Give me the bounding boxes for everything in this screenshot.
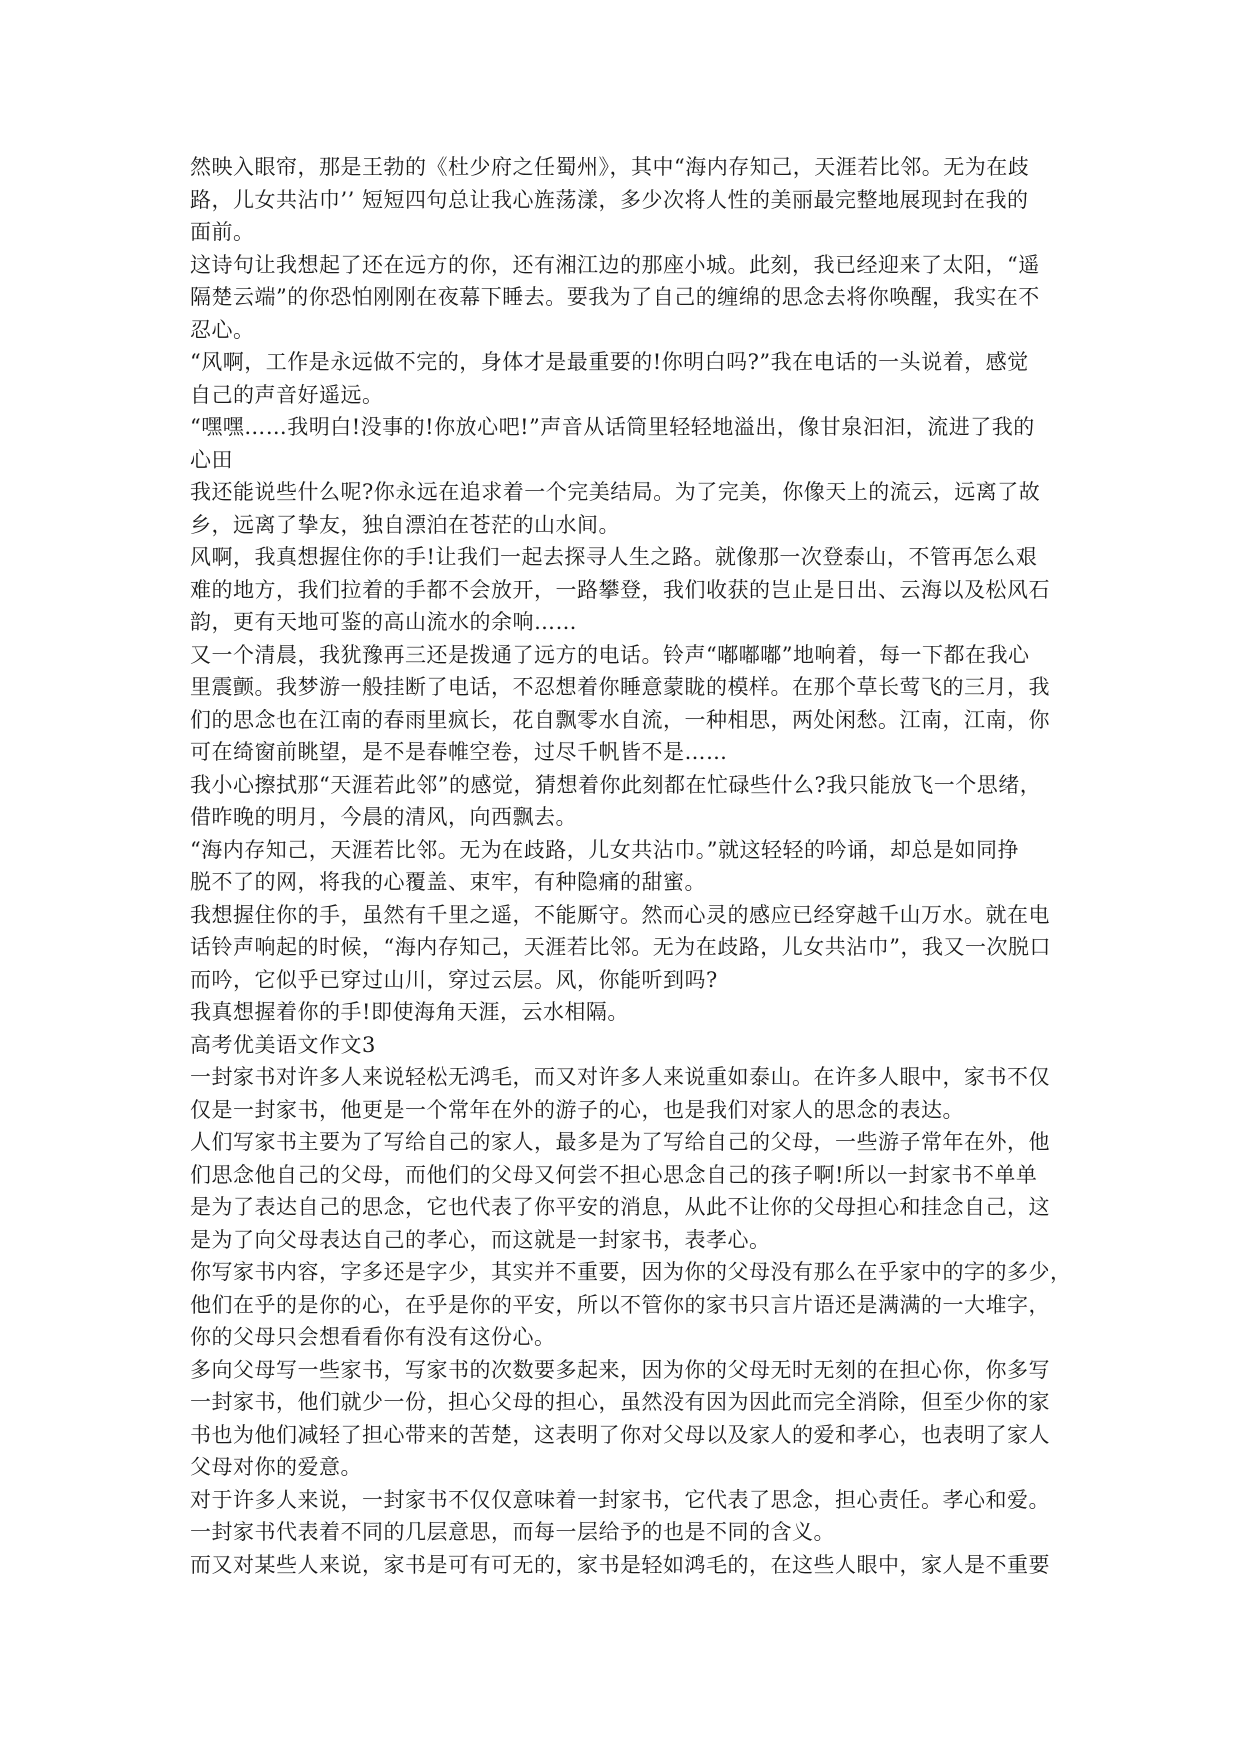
text-line: 隔楚云端”的你恐怕刚刚在夜幕下睡去。要我为了自己的缠绵的思念去将你唤醒，我实在不 (190, 285, 1040, 309)
text-line: 难的地方，我们拉着的手都不会放开，一路攀登，我们收获的岂止是日出、云海以及松风石 (190, 577, 1050, 602)
text-line: 我真想握着你的手!即使海角天涯，云水相隔。 (190, 1000, 629, 1024)
text-line: 然映入眼帘，那是王勃的《杜少府之任蜀州》，其中“海内存知己，天涯若比邻。无为在歧 (190, 155, 1030, 179)
text-line: 脱不了的网，将我的心覆盖、束牢，有种隐痛的甜蜜。 (190, 870, 706, 894)
text-line: 自己的声音好遥远。 (190, 382, 384, 407)
text-line: “风啊，工作是永远做不完的，身体才是最重要的!你明白吗?”我在电话的一头说着，感觉 (190, 350, 1029, 374)
text-line: 我小心擦拭那“天涯若此邻”的感觉，猜想着你此刻都在忙碌些什么?我只能放飞一个思绪， (190, 772, 1042, 797)
text-line: 多向父母写一些家书，写家书的次数要多起来，因为你的父母无时无刻的在担心你，你多写 (190, 1357, 1050, 1382)
text-line: 们思念他自己的父母，而他们的父母又何尝不担心思念自己的孩子啊!所以一封家书不单单 (190, 1162, 1038, 1187)
text-line: 乡，远离了挚友，独自漂泊在苍茫的山水间。 (190, 512, 620, 537)
text-line: 心田 (190, 447, 233, 472)
text-line: 路，儿女共沾巾’’ 短短四句总让我心旌荡漾，多少次将人性的美丽最完整地展现封在我的 (190, 187, 1029, 212)
text-line: 他们在乎的是你的心，在乎是你的平安，所以不管你的家书只言片语还是满满的一大堆字， (190, 1292, 1050, 1317)
text-line: 话铃声响起的时候，“海内存知己，天涯若比邻。无为在歧路，儿女共沾巾”，我又一次脱口 (190, 935, 1051, 959)
text-line: 父母对你的爱意。 (190, 1455, 362, 1479)
text-line: 而又对某些人来说，家书是可有可无的，家书是轻如鸿毛的，在这些人眼中，家人是不重要 (190, 1552, 1050, 1577)
text-line: 面前。 (190, 220, 255, 244)
text-line: 风啊，我真想握住你的手!让我们一起去探寻人生之路。就像那一次登泰山，不管再怎么艰 (190, 545, 1038, 569)
text-line: 里震颤。我梦游一般挂断了电话，不忍想着你睡意蒙眬的模样。在那个草长莺飞的三月，我 (190, 675, 1050, 699)
text-line: 一封家书对许多人来说轻松无鸿毛，而又对许多人来说重如泰山。在许多人眼中，家书不仅 (190, 1065, 1050, 1089)
text-line: 书也为他们减轻了担心带来的苦楚，这表明了你对父母以及家人的爱和孝心，也表明了家人 (190, 1422, 1050, 1447)
text-line: 而吟，它似乎已穿过山川，穿过云层。风，你能听到吗? (190, 967, 718, 992)
text-line: 韵，更有天地可鉴的高山流水的余响…… (190, 610, 577, 634)
text-line: “海内存知己，天涯若比邻。无为在歧路，儿女共沾巾。”就这轻轻的吟诵，却总是如同挣 (190, 837, 1019, 862)
text-line: 我还能说些什么呢?你永远在追求着一个完美结局。为了完美，你像天上的流云，远离了故 (190, 480, 1041, 504)
text-line: 我想握住你的手，虽然有千里之遥，不能厮守。然而心灵的感应已经穿越千山万水。就在电 (190, 902, 1050, 927)
text-line: 忍心。 (190, 317, 255, 342)
text-line: 一封家书，他们就少一份，担心父母的担心，虽然没有因为因此而完全消除，但至少你的家 (190, 1390, 1050, 1414)
text-line: 是为了向父母表达自己的孝心，而这就是一封家书，表孝心。 (190, 1227, 771, 1252)
text-line: 你写家书内容，字多还是字少，其实并不重要，因为你的父母没有那么在乎家中的字的多少， (190, 1260, 1072, 1284)
text-line: 对于许多人来说，一封家书不仅仅意味着一封家书，它代表了思念，担心责任。孝心和爱。 (190, 1487, 1050, 1512)
text-line: 们的思念也在江南的春雨里疯长，花自飘零水自流，一种相思，两处闲愁。江南，江南，你 (190, 707, 1050, 732)
text-line: 可在绮窗前眺望，是不是春帷空卷，过尽千帆皆不是…… (190, 740, 728, 764)
text-line: 你的父母只会想看看你有没有这份心。 (190, 1325, 556, 1349)
text-line: 仅是一封家书，他更是一个常年在外的游子的心，也是我们对家人的思念的表达。 (190, 1097, 964, 1122)
text-line: 又一个清晨，我犹豫再三还是拨通了远方的电话。铃声“嘟嘟嘟”地响着，每一下都在我心 (190, 642, 1030, 667)
document-page (190, 151, 1090, 1581)
text-line: 人们写家书主要为了写给自己的家人，最多是为了写给自己的父母，一些游子常年在外，他 (190, 1130, 1050, 1154)
text-line: 这诗句让我想起了还在远方的你，还有湘江边的那座小城。此刻，我已经迎来了太阳，“遥 (190, 252, 1040, 277)
text-line: 一封家书代表着不同的几层意思，而每一层给予的也是不同的含义。 (190, 1520, 835, 1544)
text-line: 是为了表达自己的思念，它也代表了你平安的消息，从此不让你的父母担心和挂念自己，这 (190, 1195, 1050, 1219)
text-line: “嘿嘿……我明白!没事的!你放心吧!”声音从话筒里轻轻地溢出，像甘泉汩汩，流进了我的 (190, 415, 1035, 439)
section-heading: 高考优美语文作文3 (190, 1032, 376, 1057)
text-line: 借昨晚的明月，今晨的清风，向西飘去。 (190, 805, 577, 829)
